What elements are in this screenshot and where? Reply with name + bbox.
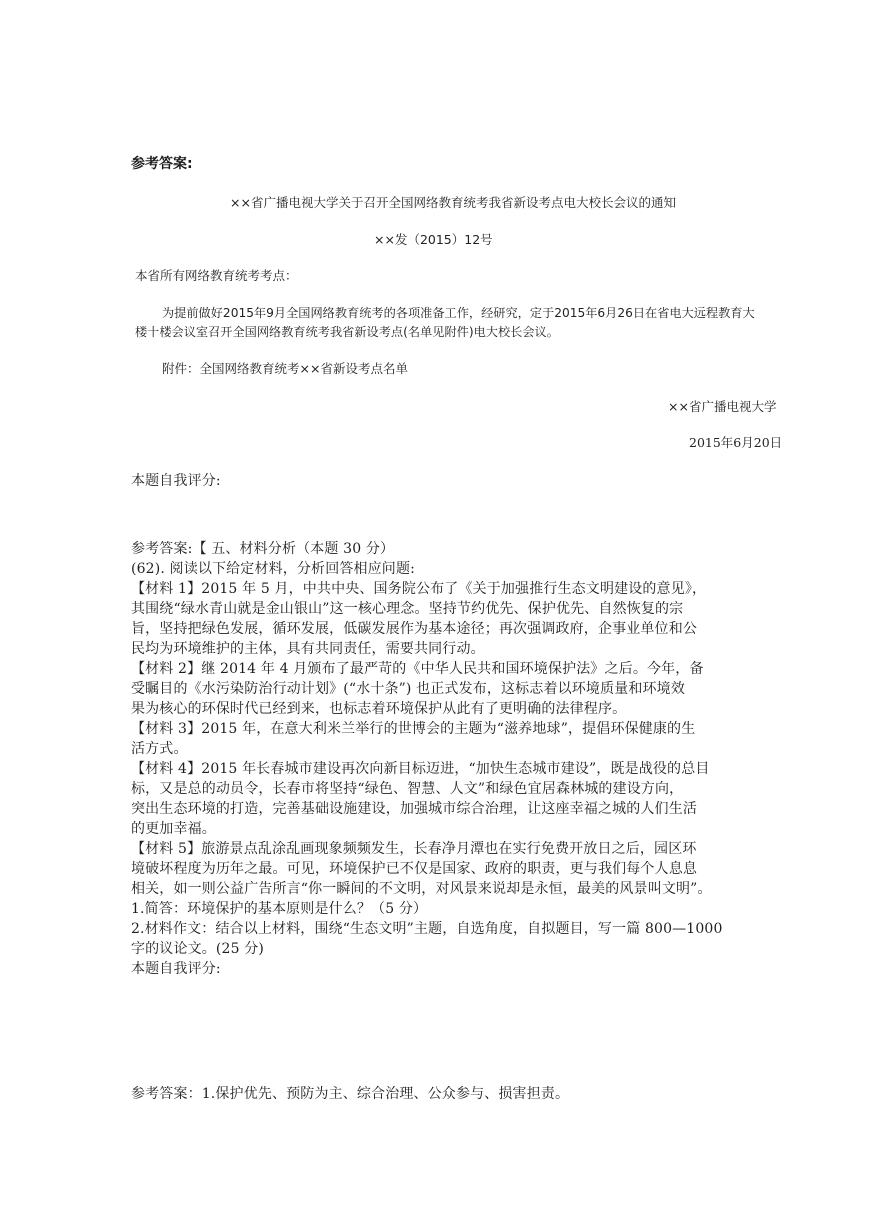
- material-1-line: 【材料 1】2015 年 5 月，中共中央、国务院公布了《关于加强推行生态文明建设的意见》，: [131, 581, 707, 597]
- material-4-line: 突出生态环境的打造，完善基础设施建设，加强城市综合治理，让这座幸福之城的人们生活: [131, 801, 697, 817]
- material-3-line: 活方式。: [131, 741, 188, 757]
- material-5-line: 境破坏程度为历年之最。可见，环境保护已不仅是国家、政府的职责，更与我们每个人息息: [131, 861, 697, 877]
- question-line: 1.简答：环境保护的基本原则是什么？（5 分）: [131, 901, 428, 917]
- answer-line: 参考答案:【 五、材料分析（本题 30 分）: [131, 541, 395, 557]
- notice-recipient: 本省所有网络教育统考考点：: [135, 268, 298, 283]
- material-1-line: 民均为环境维护的主体，具有共同责任，需要共同行动。: [131, 641, 485, 657]
- material-2-line: 【材料 2】继 2014 年 4 月颁布了最严苛的《中华人民共和国环境保护法》之后。今年，备: [131, 661, 704, 677]
- notice-title: ××省广播电视大学关于召开全国网络教育统考我省新设考点电大校长会议的通知: [230, 195, 676, 210]
- notice-attachment: 附件：全国网络教育统考××省新设考点名单: [162, 361, 408, 376]
- material-3-line: 【材料 3】2015 年，在意大利米兰举行的世博会的主题为“滋养地球”，提倡环保健康的生: [131, 721, 696, 737]
- material-5-line: 【材料 5】旅游景点乱涂乱画现象频频发生，长春净月潭也在实行免费开放日之后，园区环: [131, 841, 697, 857]
- material-1-line: 其围绕“绿水青山就是金山银山”这一核心理念。坚持节约优先、保护优先、自然恢复的宗: [131, 601, 684, 617]
- notice-body-line: 为提前做好2015年9月全国网络教育统考的各项准备工作，经研究，定于2015年6月26日在省电大远程教育大: [162, 306, 755, 320]
- material-5-line: 相关，如一则公益广告所言“你一瞬间的不文明，对风景来说却是永恒，最美的风景叫文明”。: [131, 881, 712, 897]
- question-line: 2.材料作文：结合以上材料，围绕“生态文明”主题，自选角度，自拟题目，写一篇 800—1000: [131, 921, 723, 937]
- notice-body-line: 楼十楼会议室召开全国网络教育统考我省新设考点(名单见附件)电大校长会议。: [135, 325, 559, 339]
- material-4-line: 【材料 4】2015 年长春城市建设再次向新目标迈进，“加快生态城市建设”，既是战役的总目: [131, 761, 710, 777]
- material-4-line: 标，又是总的动员令，长春市将坚持“绿色、智慧、人文”和绿色宜居森林城的建设方向，: [131, 781, 684, 797]
- answer-heading: 参考答案:: [131, 156, 193, 172]
- material-section: [131, 539, 741, 979]
- self-eval-label-2: 本题自我评分:: [131, 961, 221, 977]
- question-line: 字的议论文。(25 分): [131, 941, 264, 957]
- material-2-line: 受瞩目的《水污染防治行动计划》(“水十条”) 也正式发布，这标志着以环境质量和环境效: [131, 681, 685, 697]
- notice-signature: ××省广播电视大学: [668, 399, 777, 414]
- self-eval-label: 本题自我评分:: [131, 473, 221, 489]
- material-4-line: 的更加幸福。: [131, 821, 216, 837]
- notice-doc-number: ××发（2015）12号: [374, 232, 493, 247]
- final-answer: 参考答案：1.保护优先、预防为主、综合治理、公众参与、损害担责。: [131, 1086, 570, 1102]
- material-1-line: 旨，坚持把绿色发展，循环发展，低碳发展作为基本途径；再次强调政府，企事业单位和公: [131, 621, 697, 637]
- material-2-line: 果为核心的环保时代已经到来，也标志着环境保护从此有了更明确的法律程序。: [131, 701, 627, 717]
- notice-date: 2015年6月20日: [689, 435, 783, 450]
- question-intro: (62). 阅读以下给定材料，分析回答相应问题:: [131, 561, 415, 577]
